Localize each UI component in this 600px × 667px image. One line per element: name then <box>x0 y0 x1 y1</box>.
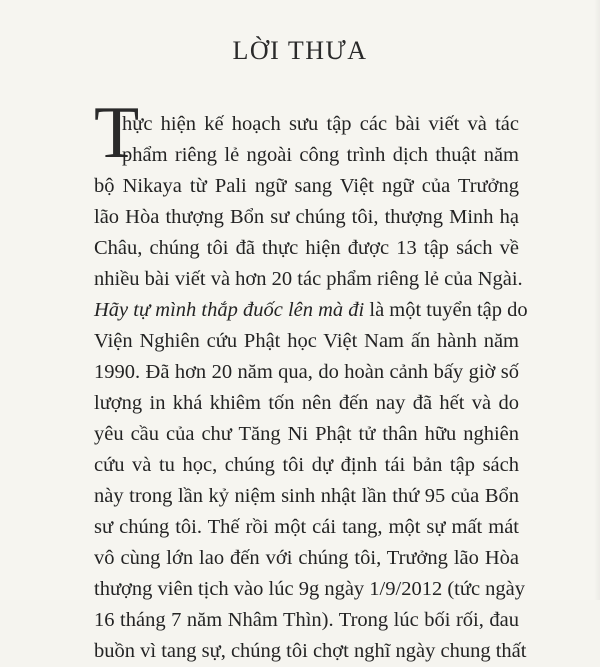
text-line: cứu và tu học, chúng tôi dự định tái bản tập sách <box>94 454 519 476</box>
text-line: 16 tháng 7 năm Nhâm Thìn). Trong lúc bối rối, đau <box>94 609 519 631</box>
text-line: nhiều bài viết và hơn 20 tác phẩm riêng lẻ của Ngài. <box>94 268 523 290</box>
text-line: sư chúng tôi. Thế rồi một cái tang, một sự mất mát <box>94 516 519 538</box>
text-line: Viện Nghiên cứu Phật học Việt Nam ấn hành năm <box>94 330 519 352</box>
text-line: Châu, chúng tôi đã thực hiện được 13 tập sách về <box>94 237 519 259</box>
page-edge-shadow <box>594 0 600 600</box>
text-line: vô cùng lớn lao đến với chúng tôi, Trưởng lão Hòa <box>94 547 519 569</box>
text-line: buồn vì tang sự, chúng tôi chợt nghĩ ngày chung thất <box>94 640 527 662</box>
text-line: lượng in khá khiêm tốn nên đến nay đã hết và do <box>94 392 519 414</box>
text-line: phẩm riêng lẻ ngoài công trình dịch thuật năm <box>122 144 519 166</box>
body-text <box>94 109 528 667</box>
text-line-rest: là một tuyển tập do <box>369 299 528 321</box>
page-title: LỜI THƯA <box>232 36 368 65</box>
text-line: 1990. Đã hơn 20 năm qua, do hoàn cảnh bấy giờ số <box>94 361 519 383</box>
text-line: thượng viên tịch vào lúc 9g ngày 1/9/2012 (tức ngày <box>94 578 526 600</box>
text-line: hực hiện kế hoạch sưu tập các bài viết và tác <box>122 113 519 135</box>
text-line: yêu cầu của chư Tăng Ni Phật tử thân hữu nghiên <box>94 423 519 445</box>
text-line-with-title <box>94 295 528 326</box>
text-line: bộ Nikaya từ Pali ngữ sang Việt ngữ của Trưởng <box>94 175 519 197</box>
text-line: lão Hòa thượng Bổn sư chúng tôi, thượng Minh hạ <box>94 206 519 228</box>
book-title: Hãy tự mình thắp đuốc lên mà đi <box>94 299 365 321</box>
drop-cap: T <box>94 92 140 174</box>
text-line: này trong lần kỷ niệm sinh nhật lần thứ 95 của Bổn <box>94 485 519 507</box>
